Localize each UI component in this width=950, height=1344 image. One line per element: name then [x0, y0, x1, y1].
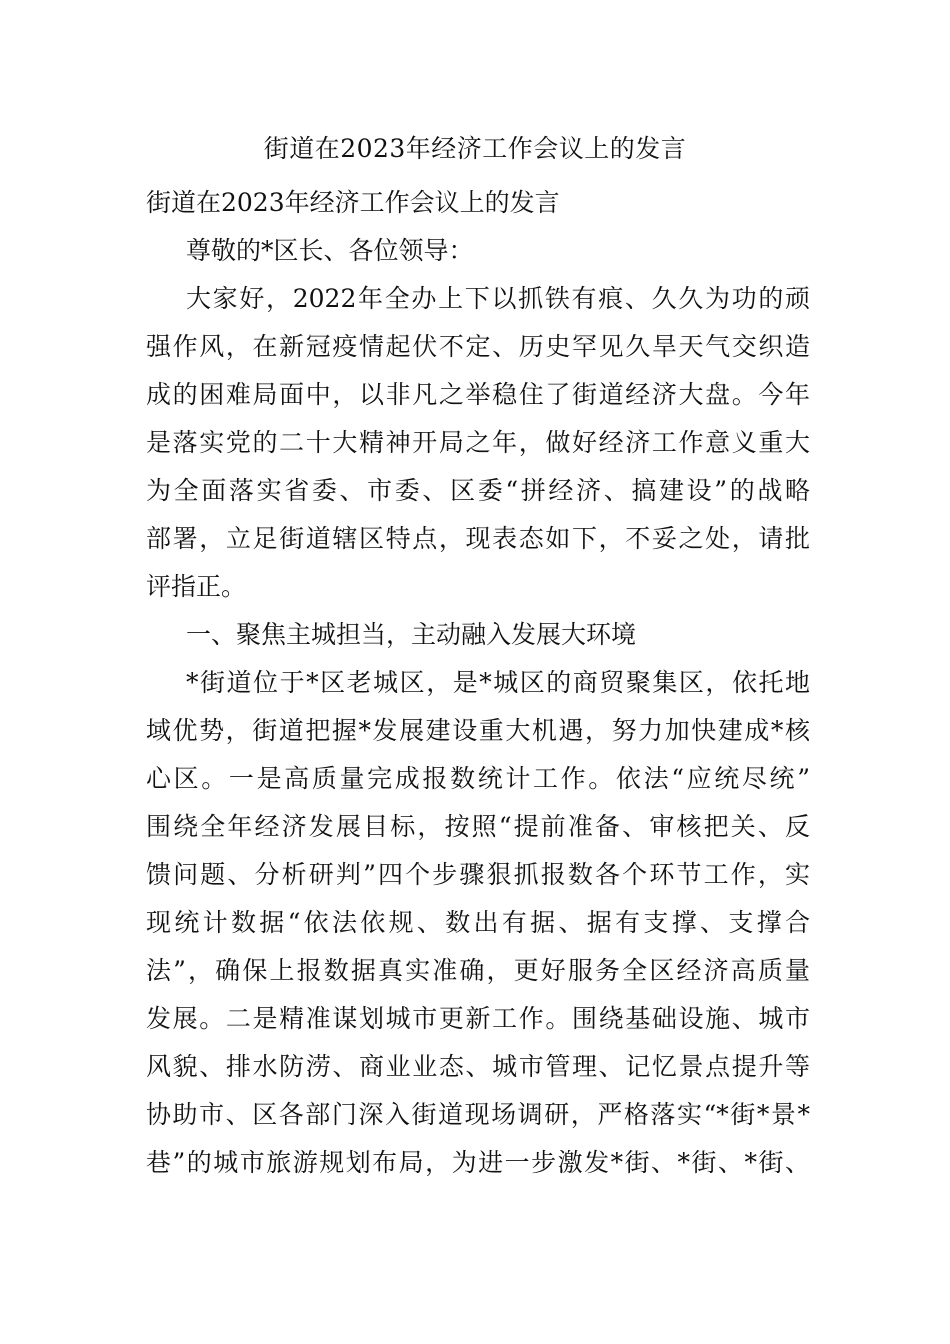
body-text-line: 是落实党的二十大精神开局之年，做好经济工作意义重大	[146, 428, 810, 457]
body-text-line: 大家好，2022年全办上下以抓铁有痕、久久为功的顽	[186, 284, 810, 313]
body-text-line: 风貌、排水防涝、商业业态、城市管理、记忆景点提升等	[146, 1052, 810, 1081]
document-body	[146, 179, 810, 1187]
body-text-line: 为全面落实省委、市委、区委“拼经济、搞建设”的战略	[146, 476, 810, 505]
body-text-line: 协助市、区各部门深入街道现场调研，严格落实“*街*景*	[146, 1100, 810, 1129]
document-title: 街道在2023年经济工作会议上的发言	[263, 134, 687, 163]
body-text-line: 心区。一是高质量完成报数统计工作。依法“应统尽统”	[146, 764, 810, 793]
body-text-line: 巷”的城市旅游规划布局，为进一步激发*街、*街、*街、	[146, 1148, 810, 1177]
body-text-line: 部署，立足街道辖区特点，现表态如下，不妥之处，请批	[146, 524, 810, 553]
body-text-line: 围绕全年经济发展目标，按照“提前准备、审核把关、反	[146, 812, 810, 841]
body-text-line: 发展。二是精准谋划城市更新工作。围绕基础设施、城市	[146, 1004, 810, 1033]
body-text-line: 尊敬的*区长、各位领导：	[186, 236, 474, 265]
body-text-line: 强作风，在新冠疫情起伏不定、历史罕见久旱天气交织造	[146, 332, 810, 361]
document-heading-repeat: 街道在2023年经济工作会议上的发言	[146, 188, 560, 217]
body-text-line: 域优势，街道把握*发展建设重大机遇，努力加快建成*核	[146, 716, 810, 745]
body-text-line: 评指正。	[146, 572, 247, 601]
body-text-line: 一、聚焦主城担当，主动融入发展大环境	[186, 620, 637, 649]
body-text-line: 法”，确保上报数据真实准确，更好服务全区经济高质量	[146, 956, 810, 985]
body-text-line: 成的困难局面中，以非凡之举稳住了街道经济大盘。今年	[146, 380, 810, 409]
body-text-line: 现统计数据“依法依规、数出有据、据有支撑、支撑合	[146, 908, 810, 937]
body-text-line: 馈问题、分析研判”四个步骤狠抓报数各个环节工作，实	[146, 860, 810, 889]
body-text-line: *街道位于*区老城区，是*城区的商贸聚集区，依托地	[186, 668, 810, 697]
